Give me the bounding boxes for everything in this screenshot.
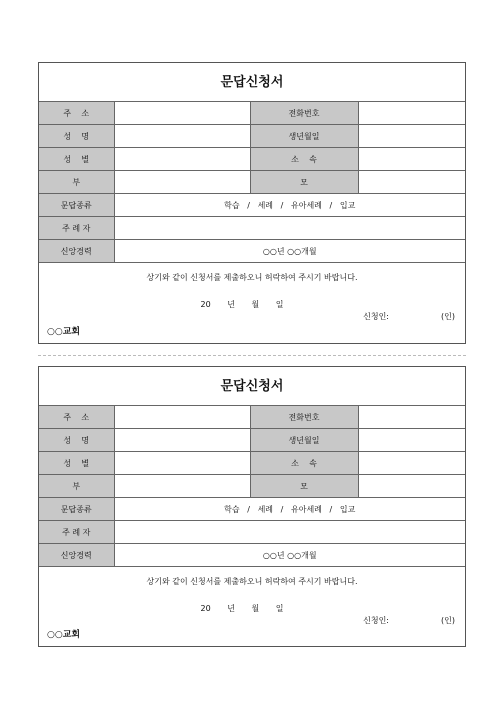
phone-field[interactable] [358, 406, 465, 429]
birth-field[interactable] [358, 429, 465, 452]
faith-value[interactable]: ○○년 ○○개월 [114, 240, 465, 263]
gender-field[interactable] [114, 452, 250, 475]
church-name: ○○교회 [47, 327, 81, 337]
type-options[interactable]: 학습 / 세례 / 유아세례 / 입교 [114, 498, 465, 521]
seal-mark: (인) [441, 616, 455, 625]
faith-value[interactable]: ○○년 ○○개월 [114, 544, 465, 567]
faith-label: 신앙경력 [39, 544, 114, 567]
name-label: 성 명 [39, 429, 114, 452]
form-table [39, 101, 465, 263]
affiliation-field[interactable] [358, 452, 465, 475]
address-label: 주 소 [39, 406, 114, 429]
address-field[interactable] [114, 406, 250, 429]
address-label: 주 소 [39, 102, 114, 125]
faith-label: 신앙경력 [39, 240, 114, 263]
birth-label: 생년월일 [250, 125, 358, 148]
phone-field[interactable] [358, 102, 465, 125]
cut-line [38, 355, 466, 356]
affiliation-label: 소 속 [250, 452, 358, 475]
seal-mark: (인) [441, 312, 455, 321]
form-table [39, 405, 465, 567]
date-line: 20 년 월 일 [200, 300, 284, 309]
mother-label: 모 [250, 475, 358, 498]
applicant-label: 신청인: [363, 616, 389, 625]
officiant-label: 주 례 자 [39, 521, 114, 544]
phone-label: 전화번호 [250, 102, 358, 125]
father-field[interactable] [114, 171, 250, 194]
application-form-1 [38, 62, 466, 344]
applicant-label: 신청인: [363, 312, 389, 321]
father-label: 부 [39, 475, 114, 498]
name-field[interactable] [114, 429, 250, 452]
name-field[interactable] [114, 125, 250, 148]
applicant-line [39, 311, 465, 323]
gender-label: 성 별 [39, 148, 114, 171]
statement-text: 상기와 같이 신청서를 제출하오니 허락하여 주시기 바랍니다. [146, 577, 358, 586]
form-title: 문답신청서 [220, 379, 284, 394]
date-line: 20 년 월 일 [200, 604, 284, 613]
birth-field[interactable] [358, 125, 465, 148]
type-label: 문답종류 [39, 194, 114, 217]
mother-field[interactable] [358, 171, 465, 194]
mother-label: 모 [250, 171, 358, 194]
officiant-label: 주 례 자 [39, 217, 114, 240]
affiliation-field[interactable] [358, 148, 465, 171]
mother-field[interactable] [358, 475, 465, 498]
gender-label: 성 별 [39, 452, 114, 475]
type-options[interactable]: 학습 / 세례 / 유아세례 / 입교 [114, 194, 465, 217]
affiliation-label: 소 속 [250, 148, 358, 171]
gender-field[interactable] [114, 148, 250, 171]
application-form-2 [38, 366, 466, 647]
phone-label: 전화번호 [250, 406, 358, 429]
applicant-line [39, 615, 465, 627]
officiant-field[interactable] [114, 521, 465, 544]
address-field[interactable] [114, 102, 250, 125]
father-field[interactable] [114, 475, 250, 498]
church-name: ○○교회 [47, 630, 81, 640]
birth-label: 생년월일 [250, 429, 358, 452]
form-title: 문답신청서 [220, 75, 284, 90]
father-label: 부 [39, 171, 114, 194]
officiant-field[interactable] [114, 217, 465, 240]
name-label: 성 명 [39, 125, 114, 148]
type-label: 문답종류 [39, 498, 114, 521]
statement-text: 상기와 같이 신청서를 제출하오니 허락하여 주시기 바랍니다. [146, 273, 358, 282]
